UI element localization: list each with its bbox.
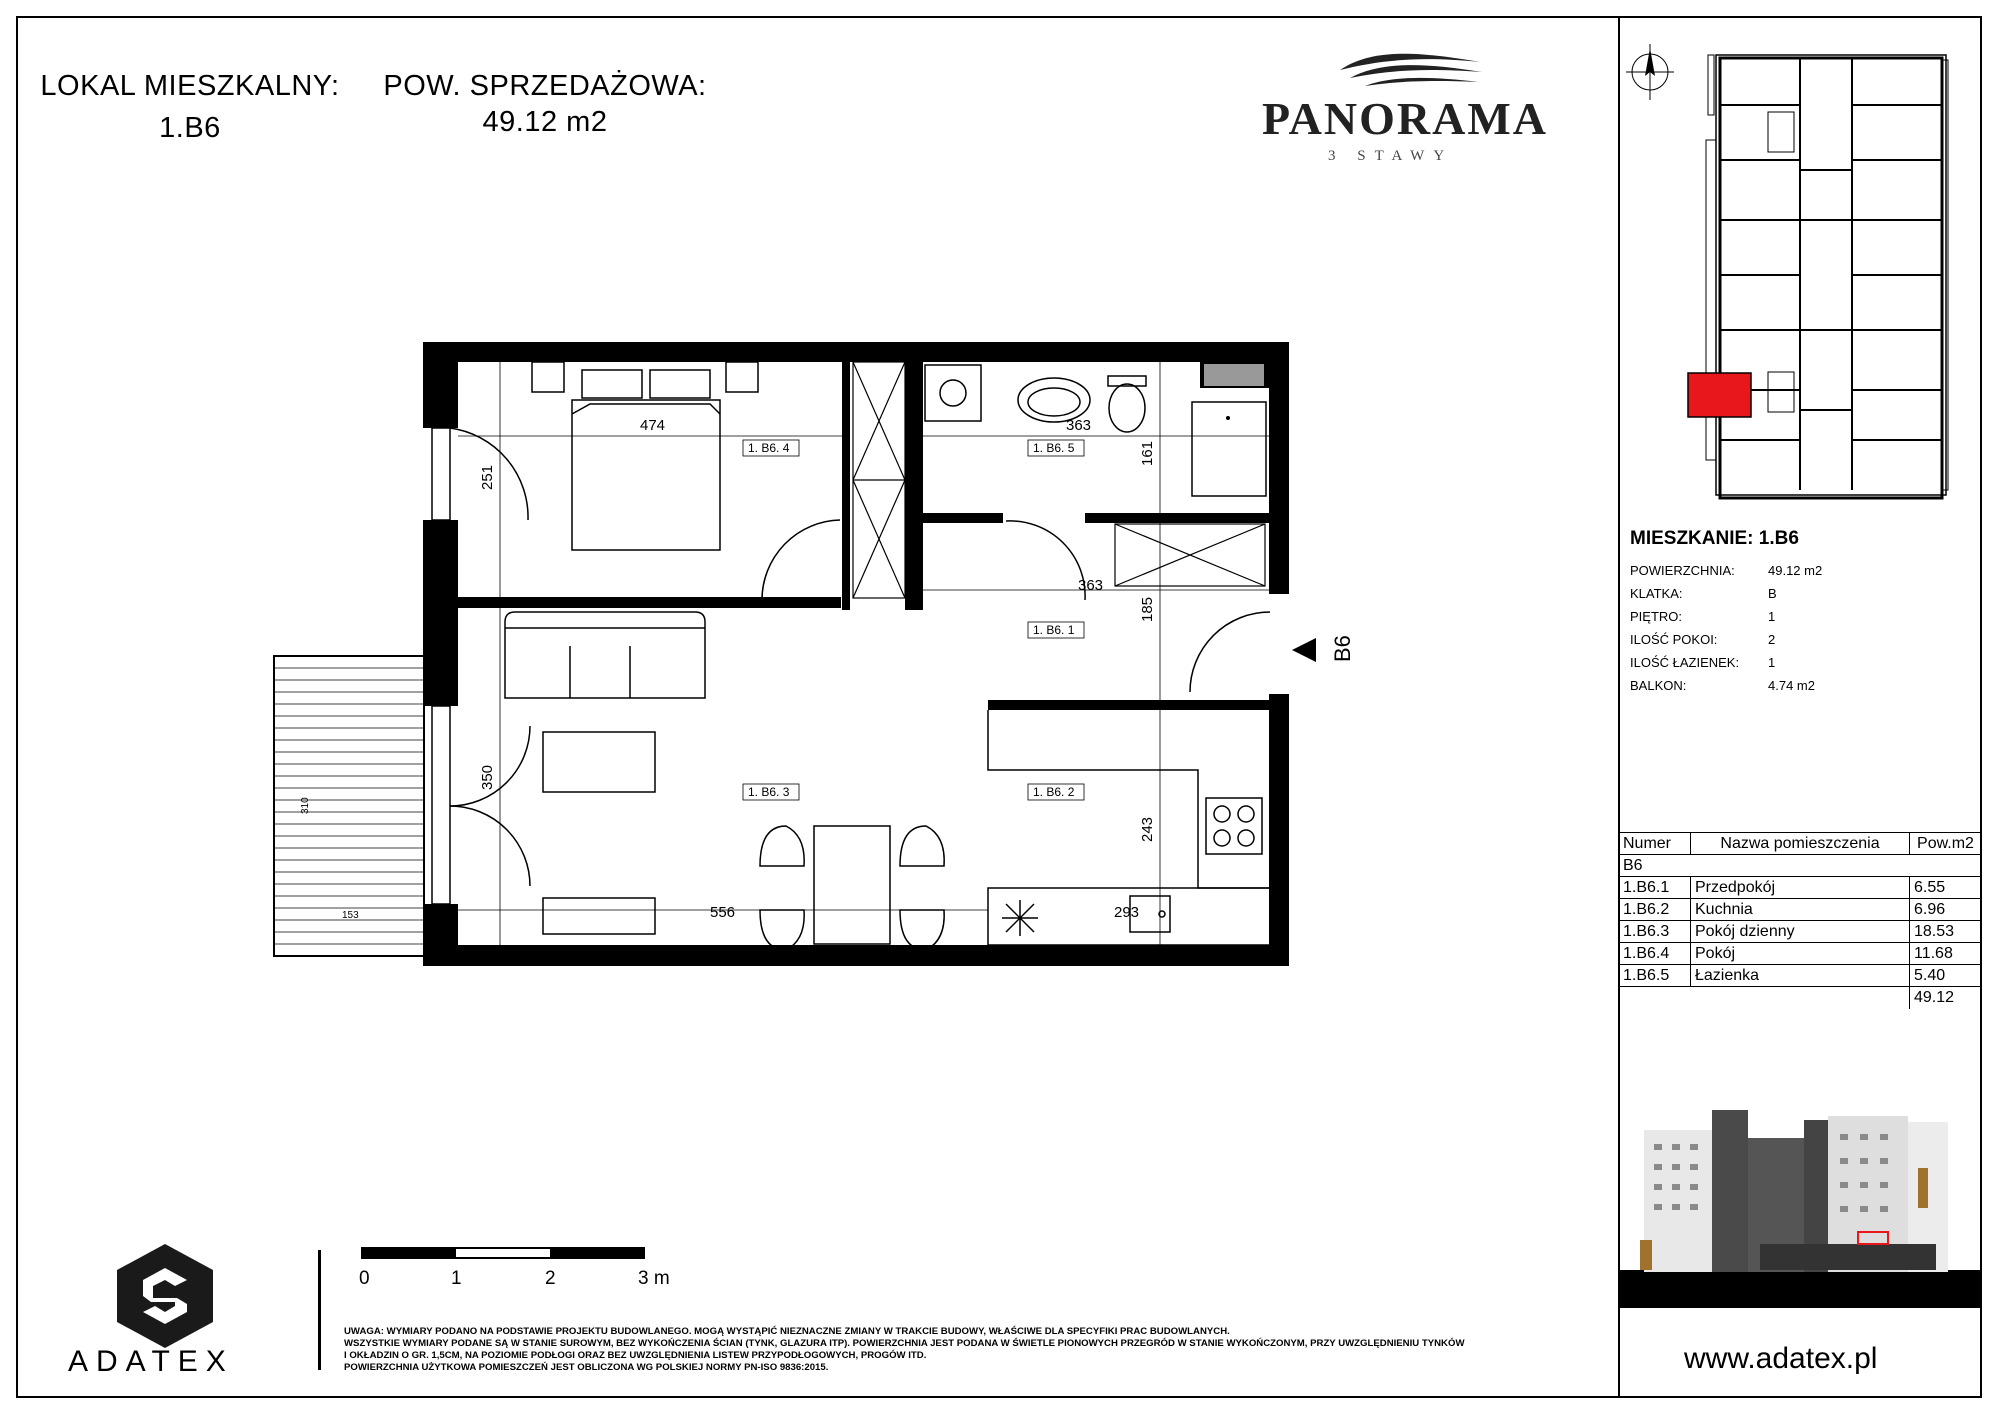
washing-machine (925, 365, 981, 421)
sofa (505, 612, 705, 698)
detail-label: ILOŚĆ POKOI: (1630, 632, 1718, 647)
table-row (1619, 965, 1982, 987)
table-cell: 5.40 (1910, 965, 1982, 987)
door-swing (450, 806, 530, 886)
room-label: 1. B6. 5 (1033, 441, 1075, 455)
panorama-logo-sub: 3 STAWY (1328, 148, 1454, 164)
panorama-logo-text: PANORAMA (1262, 93, 1548, 144)
detail-value: B (1768, 586, 1777, 601)
table-total-row (1619, 987, 1982, 1009)
table-cell: 1.B6.3 (1619, 921, 1691, 943)
dim-label: 363 (1078, 577, 1104, 594)
detail-label: ILOŚĆ ŁAZIENEK: (1630, 655, 1740, 670)
disclaimer-line: I OKŁADZIN O GR. 1,5CM, NA POZIOMIE PODŁOGI ORAZ BEZ UWZGLĘDNIENIA LISTEW PRZYPODŁOGOWYCH, PROGÓW ITD. (344, 1350, 927, 1361)
wall (1085, 513, 1269, 523)
disclaimer-line: UWAGA: WYMIARY PODANO NA PODSTAWIE PROJEKTU BUDOWLANEGO. MOGĄ WYSTĄPIĆ NIEZNACZNE ZMIANY W TRAKCIE BUDOWY, WŁAŚCIWE DLA SPECYFIKI PRAC BUDOWLANYCH. (344, 1326, 1230, 1337)
area-value: 49.12 m2 (482, 106, 608, 138)
wall (923, 513, 1003, 523)
nightstand (726, 362, 758, 392)
door-swing (1190, 612, 1270, 692)
table-cell: 6.96 (1910, 899, 1982, 921)
tv-stand (543, 898, 655, 934)
table-cell: 18.53 (1910, 921, 1982, 943)
shower (1192, 402, 1266, 496)
table-cell: B6 (1619, 855, 1982, 877)
room-label: 1. B6. 3 (748, 785, 790, 799)
dim-label: 153 (342, 910, 359, 921)
detail-label: PIĘTRO: (1630, 609, 1683, 624)
unit-details-title: MIESZKANIE: 1.B6 (1630, 528, 1799, 549)
dim-label: 556 (710, 904, 736, 921)
building-render (1620, 1108, 1982, 1308)
detail-label: KLATKA: (1630, 586, 1683, 601)
entrance-label: B6 (1330, 635, 1355, 662)
door-swing (1006, 521, 1085, 600)
table-cell: 1.B6.2 (1619, 899, 1691, 921)
scale-tick: 1 (451, 1268, 462, 1289)
scale-tick: 2 (545, 1268, 556, 1289)
bed-cover (572, 404, 720, 414)
scale-tick: 0 (359, 1268, 370, 1289)
wall (423, 342, 458, 428)
table-cell: Pokój (1691, 943, 1910, 965)
wall (458, 597, 841, 608)
detail-label: POWIERZCHNIA: (1630, 563, 1735, 578)
website-url: www.adatex.pl (1684, 1342, 1878, 1375)
detail-label: BALKON: (1630, 678, 1687, 693)
table-row (1619, 921, 1982, 943)
rooms-table (1618, 832, 1982, 1009)
room-label: 1. B6. 4 (748, 441, 790, 455)
room-label: 1. B6. 2 (1033, 785, 1075, 799)
disclaimer-line: POWIERZCHNIA UŻYTKOWA POMIESZCZEŃ JEST OBLICZONA WG POLSKIEJ NORMY PN-ISO 9836:2015. (344, 1362, 829, 1373)
cooktop (1206, 798, 1262, 854)
wall (423, 342, 1289, 362)
dim-label: 161 (1139, 440, 1156, 466)
nightstand (532, 362, 564, 392)
window (432, 706, 450, 904)
chair (900, 910, 944, 950)
table-row (1619, 943, 1982, 965)
dim-label: 350 (479, 764, 496, 790)
adatex-wordmark: ADATEX (68, 1345, 234, 1378)
table-cell: Pokój dzienny (1691, 921, 1910, 943)
table-total: 49.12 (1910, 987, 1982, 1009)
wall (423, 945, 1289, 966)
dim-label: 185 (1139, 596, 1156, 622)
wall (842, 362, 850, 610)
room-label: 1. B6. 1 (1033, 623, 1075, 637)
pillow (650, 370, 710, 398)
dim-label: 293 (1114, 904, 1140, 921)
table-header: Pow.m2 (1910, 833, 1982, 855)
scale-bar (360, 1245, 660, 1265)
window (432, 428, 450, 520)
dim-label: 363 (1066, 417, 1092, 434)
toilet (1109, 384, 1145, 432)
footer-divider (318, 1250, 321, 1370)
table-header: Numer (1619, 833, 1691, 855)
dim-label: 310 (300, 797, 311, 814)
unit-value: 1.B6 (159, 112, 221, 144)
detail-value: 49.12 m2 (1768, 563, 1823, 578)
table-group-row (1619, 855, 1982, 877)
table-cell: Kuchnia (1691, 899, 1910, 921)
dim-label: 474 (640, 417, 666, 434)
detail-value: 1 (1768, 655, 1776, 670)
table-cell: Przedpokój (1691, 877, 1910, 899)
table-cell: 11.68 (1910, 943, 1982, 965)
chair (760, 910, 804, 950)
dim-label: 243 (1139, 816, 1156, 842)
wall (1269, 694, 1289, 966)
table-cell: 1.B6.4 (1619, 943, 1691, 965)
wall (905, 362, 923, 610)
table-header: Nazwa pomieszczenia (1691, 833, 1910, 855)
table-header-row (1619, 833, 1982, 855)
entrance-arrow-icon (1292, 638, 1316, 662)
table-cell: 6.55 (1910, 877, 1982, 899)
detail-value: 2 (1768, 632, 1776, 647)
wall (1269, 342, 1289, 594)
table-cell: Łazienka (1691, 965, 1910, 987)
dining-table (814, 826, 890, 944)
disclaimer-line: WSZYSTKIE WYMIARY PODANE SĄ W STANIE SUROWYM, BEZ WYKOŃCZENIA ŚCIAN (TYNK, GLAZURA ITP). POWIERZCHNIA JEST PODANA W ŚWIETLE PIONOWYCH PRZEGRÓD W STANIE WYKOŃCZONYM, PRZY UWZGLĘDNIENIU TYNKÓW (344, 1338, 1465, 1349)
table-row (1619, 877, 1982, 899)
dim-label: 251 (479, 464, 496, 490)
wall (423, 520, 458, 706)
unit-label: LOKAL MIESZKALNY: (40, 70, 340, 102)
wall (988, 700, 1269, 710)
adatex-logo-icon (105, 1240, 225, 1350)
chair (900, 826, 944, 866)
door-swing (762, 520, 840, 600)
scale-tick: 3 m (638, 1268, 670, 1289)
detail-value: 4.74 m2 (1768, 678, 1815, 693)
detail-value: 1 (1768, 609, 1776, 624)
chair (760, 826, 804, 866)
coffee-table (543, 732, 655, 792)
selected-unit-highlight (1688, 373, 1751, 417)
table-row (1619, 899, 1982, 921)
area-label: POW. SPRZEDAŻOWA: (383, 70, 707, 102)
table-cell: 1.B6.5 (1619, 965, 1691, 987)
pillow (582, 370, 642, 398)
table-cell: 1.B6.1 (1619, 877, 1691, 899)
building-key-plan (1620, 30, 1950, 500)
